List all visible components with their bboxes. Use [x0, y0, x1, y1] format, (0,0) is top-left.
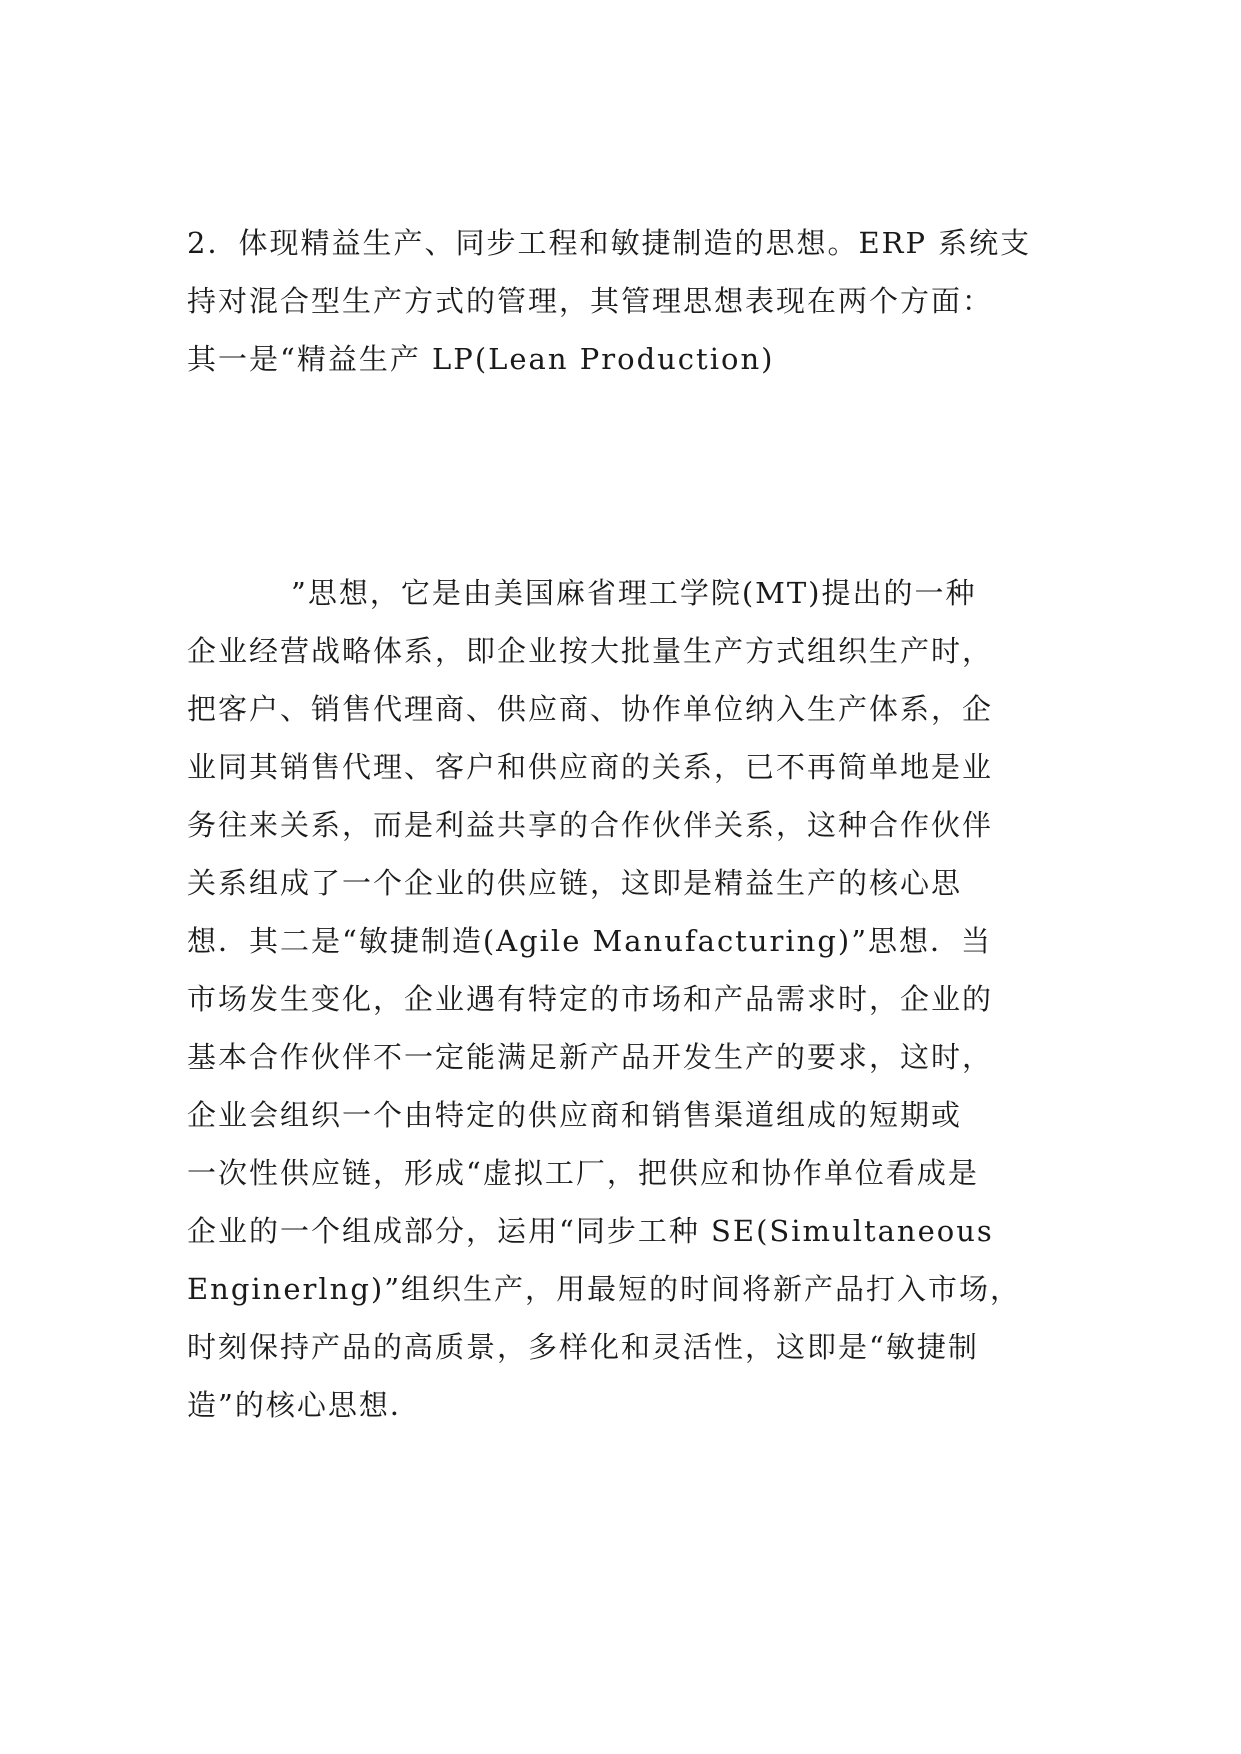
- paragraph-2: [187, 564, 1057, 1434]
- paragraph-line: ”思想，它是由美国麻省理工学院(MT)提出的一种: [291, 576, 977, 610]
- paragraph-line: 务往来关系，而是利益共享的合作伙伴关系，这种合作伙伴: [187, 808, 994, 842]
- paragraph-line: 市场发生变化，企业遇有特定的市场和产品需求时，企业的: [187, 982, 994, 1016]
- paragraph-line: 时刻保持产品的高质景，多样化和灵活性，这即是“敏捷制: [187, 1330, 979, 1364]
- paragraph-line: 业同其销售代理、客户和供应商的关系，已不再简单地是业: [187, 750, 994, 784]
- paragraph-line: Enginerlng)”组织生产，用最短的时间将新产品打入市场，: [187, 1272, 1022, 1306]
- paragraph-line: 企业会组织一个由特定的供应商和销售渠道组成的短期或: [187, 1098, 963, 1132]
- paragraph-line: 把客户、销售代理商、供应商、协作单位纳入生产体系，企: [187, 692, 994, 726]
- paragraph-1: [187, 214, 1057, 388]
- paragraph-line: 想．其二是“敏捷制造(Agile Manufacturing)”思想．当: [187, 924, 993, 958]
- paragraph-line: 基本合作伙伴不一定能满足新产品开发生产的要求，这时，: [187, 1040, 994, 1074]
- paragraph-line: 2．体现精益生产、同步工程和敏捷制造的思想。ERP 系统支: [187, 226, 1032, 260]
- paragraph-line: 企业的一个组成部分，运用“同步工种 SE(Simultaneous: [187, 1214, 994, 1248]
- paragraph-line: 一次性供应链，形成“虚拟工厂，把供应和协作单位看成是: [187, 1156, 979, 1190]
- paragraph-line: 企业经营战略体系，即企业按大批量生产方式组织生产时，: [187, 634, 994, 668]
- paragraph-line: 持对混合型生产方式的管理，其管理思想表现在两个方面：: [187, 284, 994, 318]
- paragraph-line: 关系组成了一个企业的供应链，这即是精益生产的核心思: [187, 866, 963, 900]
- paragraph-line: 其一是“精益生产 LP(Lean Production): [187, 342, 775, 376]
- paragraph-line: 造”的核心思想．: [187, 1388, 421, 1422]
